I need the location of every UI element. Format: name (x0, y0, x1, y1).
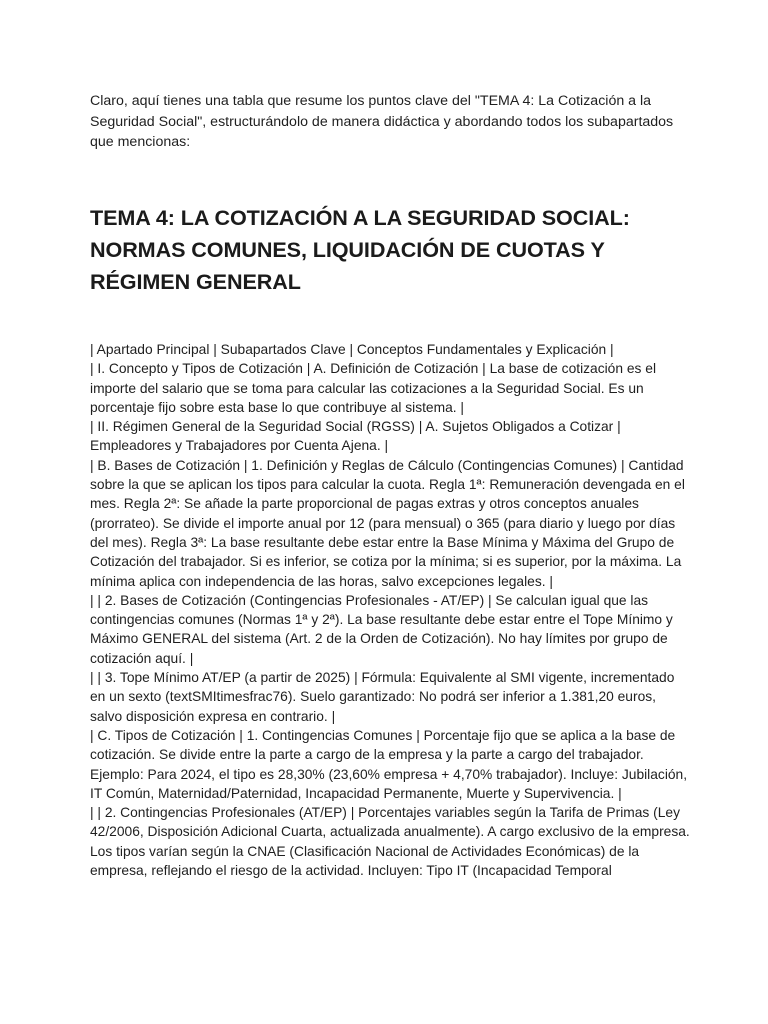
pipe-table-text (90, 340, 690, 880)
table-row: | B. Bases de Cotización | 1. Definición y Reglas de Cálculo (Contingencias Comunes) | Cantidad sobre la que se aplican los tipos para calcular la cuota. Regla 1ª: Remuneración devengada en el mes. Regla 2ª: Se añade la parte proporcional de pagas extras y otros conceptos anuales (prorrateo). Se divide el importe anual por 12 (para mensual) o 365 (para diario y luego por días del mes). Regla 3ª: La base resultante debe estar entre la Base Mínima y Máxima del Grupo de Cotización del trabajador. Si es inferior, se cotiza por la mínima; si es superior, por la máxima. La mínima aplica con independencia de las horas, salvo excepciones legales. | (90, 457, 685, 589)
table-row: | | 3. Tope Mínimo AT/EP (a partir de 2025) | Fórmula: Equivalente al SMI vigente, incrementado en un sexto (textSMItimesfrac76). Suelo garantizado: No podrá ser inferior a 1.381,20 euros, salvo disposición expresa en contrario. | (90, 670, 675, 724)
table-row-header: | Apartado Principal | Subapartados Clave | Conceptos Fundamentales y Explicación | (90, 342, 614, 357)
table-row: | I. Concepto y Tipos de Cotización | A. Definición de Cotización | La base de cotización es el importe del salario que se toma para calcular las cotizaciones a la Seguridad Social. Es un porcentaje fijo sobre esta base lo que contribuye al sistema. | (90, 361, 657, 415)
table-row: | II. Régimen General de la Seguridad Social (RGSS) | A. Sujetos Obligados a Cotizar | Empleadores y Trabajadores por Cuenta Ajena. | (90, 419, 621, 454)
intro-paragraph: Claro, aquí tienes una tabla que resume los puntos clave del "TEMA 4: La Cotización a la Seguridad Social", estructurándolo de manera didáctica y abordando todos los subapartados que mencionas: (90, 93, 674, 150)
table-row: | C. Tipos de Cotización | 1. Contingencias Comunes | Porcentaje fijo que se aplica a la base de cotización. Se divide entre la parte a cargo de la empresa y la parte a cargo del trabajador. Ejemplo: Para 2024, el tipo es 28,30% (23,60% empresa + 4,70% trabajador). Incluye: Jubilación, IT Común, Maternidad/Paternidad, Incapacidad Permanente, Muerte y Supervivencia. | (90, 727, 688, 801)
table-row: | | 2. Bases de Cotización (Contingencias Profesionales - AT/EP) | Se calculan igual que las contingencias comunes (Normas 1ª y 2ª). La base resultante debe estar entre el Tope Mínimo y Máximo GENERAL del sistema (Art. 2 de la Orden de Cotización). No hay límites por grupo de cotización aquí. | (90, 592, 673, 666)
page-title: TEMA 4: LA COTIZACIÓN A LA SEGURIDAD SOCIAL: NORMAS COMUNES, LIQUIDACIÓN DE CUOTAS Y RÉGIMEN GENERAL (90, 205, 630, 294)
table-row: | | 2. Contingencias Profesionales (AT/EP) | Porcentajes variables según la Tarifa de Primas (Ley 42/2006, Disposición Adicional Cuarta, actualizada anualmente). A cargo exclusivo de la empresa. Los tipos varían según la CNAE (Clasificación Nacional de Actividades Económicas) de la empresa, reflejando el riesgo de la actividad. Incluyen: Tipo IT (Incapacidad Temporal (90, 805, 690, 879)
